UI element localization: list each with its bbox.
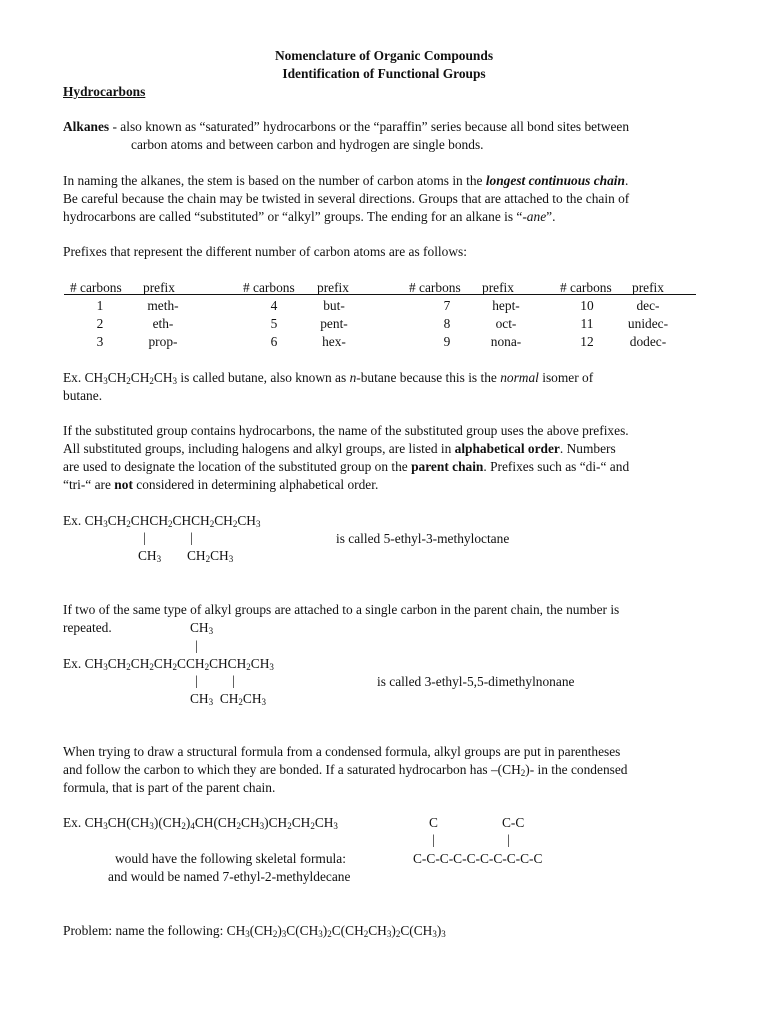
table-cell-prefix: hex-	[322, 334, 346, 349]
nonane-top-group: $CH_3$	[190, 620, 214, 636]
nonane-name: is called 3-ethyl-5,5-dimethylnonane	[377, 674, 575, 689]
substituted-line-4: “tri-“ are not considered in determining alphabetical order.	[63, 477, 379, 492]
octane-sub-ethyl: $CH_2CH_3$	[187, 548, 234, 564]
table-header-carbons: # carbons	[560, 280, 612, 295]
alkanes-term: Alkanes	[63, 119, 110, 134]
page-title: Nomenclature of Organic Compounds	[274, 48, 494, 63]
naming-line-3: hydrocarbons are called “substituted” or “alkyl” groups. The ending for an alkane is “-ane”.	[63, 209, 556, 224]
table-cell-prefix: eth-	[152, 316, 174, 331]
decane-bond-2: |	[507, 832, 510, 847]
table-header-carbons: # carbons	[409, 280, 461, 295]
table-cell-carbons: 6	[270, 334, 278, 349]
table-cell-prefix: prop-	[148, 334, 178, 349]
table-header-carbons: # carbons	[70, 280, 122, 295]
table-cell-carbons: 4	[270, 298, 278, 313]
decane-skeletal-label: would have the following skeletal formula:	[115, 851, 346, 866]
decane-name: and would be named 7-ethyl-2-methyldecane	[108, 869, 351, 884]
decane-branch-methyl: C	[429, 815, 438, 830]
decane-skeletal-chain: C-C-C-C-C-C-C-C-C-C	[413, 851, 543, 866]
section-heading: Hydrocarbons	[63, 84, 146, 99]
table-cell-carbons: 10	[580, 298, 594, 313]
octane-example-formula: Ex. $CH_3CH_2CHCH_2CHCH_2CH_2CH_3$	[63, 513, 261, 529]
table-header-prefix: prefix	[143, 280, 175, 295]
alkanes-definition-cont: carbon atoms and between carbon and hydrogen are single bonds.	[131, 137, 484, 152]
table-cell-prefix: pent-	[320, 316, 348, 331]
table-cell-carbons: 8	[443, 316, 451, 331]
nonane-subs: $CH_3$ $CH_2CH_3$	[190, 691, 267, 707]
table-cell-carbons: 7	[443, 298, 451, 313]
decane-example-formula: Ex. $CH_3CH(CH_3)(CH_2)_4CH(CH_2CH_3)CH_2CH_2CH_3$	[63, 815, 338, 831]
table-cell-carbons: 1	[96, 298, 104, 313]
alkanes-definition: Alkanes - also known as “saturated” hydrocarbons or the “paraffin” series because all bond sites between	[63, 119, 630, 134]
prefix-intro: Prefixes that represent the different number of carbon atoms are as follows:	[63, 244, 467, 259]
table-cell-carbons: 2	[96, 316, 104, 331]
table-cell-prefix: oct-	[495, 316, 517, 331]
table-cell-carbons: 11	[580, 316, 594, 331]
substituted-line-2: All substituted groups, including halogens and alkyl groups, are listed in alphabetical order. Numbers	[63, 441, 616, 456]
table-cell-prefix: but-	[323, 298, 345, 313]
decane-branch-ethyl: C-C	[502, 815, 525, 830]
table-cell-prefix: dec-	[636, 298, 660, 313]
table-cell-prefix: dodec-	[629, 334, 667, 349]
butane-example: Ex. $CH_3CH_2CH_2CH_3$ is called butane, also known as n-butane because this is the normal isomer of	[63, 370, 594, 386]
table-cell-prefix: nona-	[490, 334, 522, 349]
naming-line-2: Be careful because the chain may be twisted in several directions. Groups that are attached to the chain of	[63, 191, 630, 206]
longest-chain-emphasis: longest continuous chain	[485, 173, 625, 188]
octane-bond-2: |	[190, 530, 193, 545]
substituted-line-1: If the substituted group contains hydrocarbons, the name of the substituted group uses the above prefixes.	[63, 423, 629, 438]
table-cell-carbons: 9	[443, 334, 451, 349]
octane-name: is called 5-ethyl-3-methyloctane	[336, 531, 510, 546]
table-header-carbons: # carbons	[243, 280, 295, 295]
butane-formula: $CH_3CH_2CH_2CH_3$	[84, 370, 178, 386]
repeated-line-1: If two of the same type of alkyl groups are attached to a single carbon in the parent chain, the number is	[63, 602, 620, 617]
nonane-bond-1: |	[195, 673, 198, 688]
table-header-prefix: prefix	[632, 280, 664, 295]
nonane-bond-2: |	[232, 673, 235, 688]
table-cell-prefix: hept-	[492, 298, 520, 313]
table-cell-carbons: 12	[580, 334, 594, 349]
table-cell-carbons: 3	[96, 334, 104, 349]
decane-bond-1: |	[432, 832, 435, 847]
octane-sub-methyl: $CH_3$	[138, 548, 162, 564]
butane-example-cont: butane.	[63, 388, 103, 403]
octane-bond-1: |	[143, 530, 146, 545]
substituted-line-3: are used to designate the location of the substituted group on the parent chain. Prefixes such as “di-“ and	[63, 459, 630, 474]
structural-line-2: and follow the carbon to which they are bonded. If a saturated hydrocarbon has $-(CH_2)-$ in the condensed	[63, 762, 628, 778]
table-header-rule	[64, 294, 696, 295]
naming-line-1: In naming the alkanes, the stem is based on the number of carbon atoms in the longest continuous chain.	[63, 173, 629, 188]
structural-line-3: formula, that is part of the parent chain.	[63, 780, 276, 795]
structural-line-1: When trying to draw a structural formula from a condensed formula, alkyl groups are put in parentheses	[63, 744, 621, 759]
repeated-line-2: repeated.	[63, 620, 112, 635]
problem-formula: $CH_3(CH_2)_3C(CH_3)_2C(CH_2CH_3)_2C(CH_3)_3$	[226, 923, 446, 939]
table-header-prefix: prefix	[482, 280, 514, 295]
problem-statement: Problem: name the following: $CH_3(CH_2)_3C(CH_3)_2C(CH_2CH_3)_2C(CH_3)_3$	[63, 923, 446, 939]
table-cell-prefix: meth-	[147, 298, 179, 313]
nonane-example-formula: Ex. $CH_3CH_2CH_2CH_2CCH_2CHCH_2CH_3$	[63, 656, 274, 672]
table-cell-prefix: unidec-	[627, 316, 669, 331]
table-header-prefix: prefix	[317, 280, 349, 295]
page-subtitle: Identification of Functional Groups	[282, 66, 486, 81]
nonane-top-bond: |	[195, 638, 198, 653]
table-cell-carbons: 5	[270, 316, 278, 331]
